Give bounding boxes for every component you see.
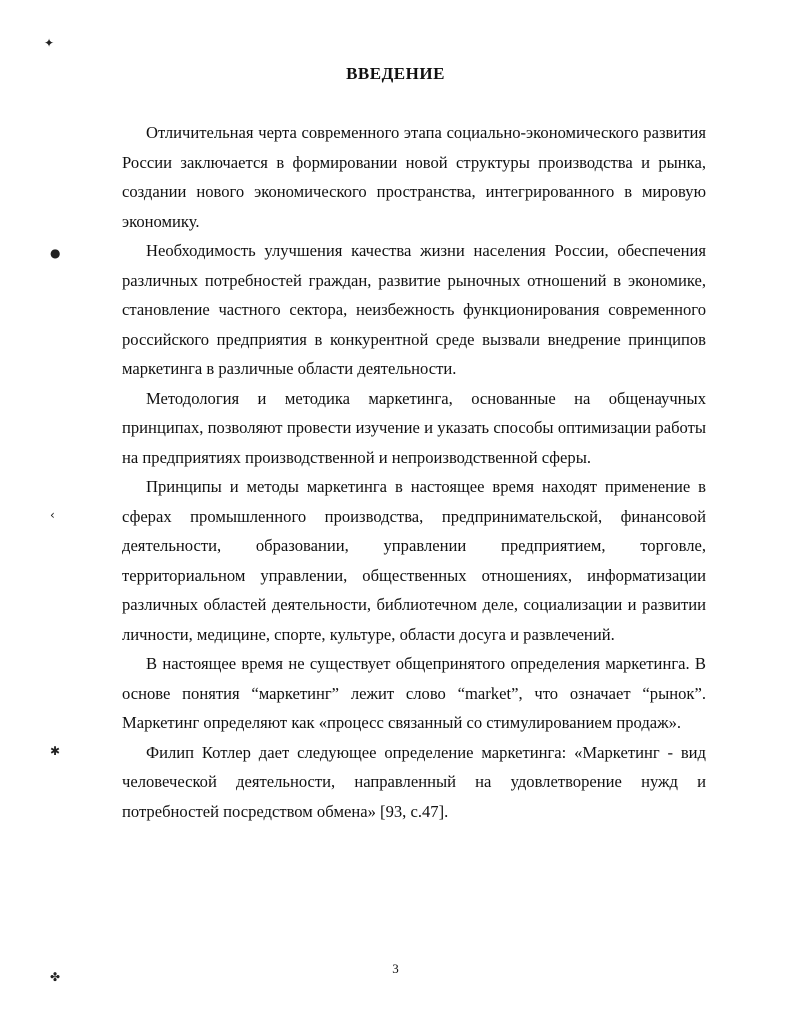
paragraph: В настоящее время не существует общепринятого определения маркетинга. В основе понятия “маркетинг” лежит слово “market”, что означает “рынок”. Маркетинг определяют как «процесс связанный со стимулированием продаж».: [122, 654, 706, 732]
scan-mark-icon: ✱: [50, 744, 61, 758]
scan-mark-icon: ‹: [50, 508, 55, 522]
page-title: ВВЕДЕНИЕ: [346, 64, 445, 83]
paragraph: Методология и методика маркетинга, основанные на общенаучных принципах, позволяют провести изучение и указать способы оптимизации работы на предприятиях производственной и непроизводственной сферы.: [122, 388, 706, 467]
body-text: [122, 118, 706, 826]
paragraph: Необходимость улучшения качества жизни населения России, обеспечения различных потребностей граждан, развитие рыночных отношений в экономике, становление частного сектора, неизбежность функционирования современного российского предприятия в конкурентной среде вызвали внедрение принципов маркетинга в различные области деятельности.: [122, 241, 706, 378]
page-number: 3: [392, 961, 399, 976]
scan-mark-icon: ●: [50, 246, 61, 260]
paragraph: Отличительная черта современного этапа социально-экономического развития России заключается в формировании новой структуры производства и рынка, создании нового экономического пространства, интегрированного в мировую экономику.: [122, 123, 706, 231]
scan-mark-icon: ✦: [44, 36, 55, 50]
scan-mark-icon: ✤: [50, 970, 61, 984]
paragraph: Принципы и методы маркетинга в настоящее время находят применение в сферах промышленного производства, предпринимательской, финансовой деятельности, образовании, управлении предприятием, торговле, территориальном управлении, общественных отношениях, информатизации различных областей деятельности, библиотечном деле, социализации и развитии личности, медицине, спорте, культуре, области досуга и развлечений.: [122, 477, 706, 644]
paragraph: Филип Котлер дает следующее определение маркетинга: «Маркетинг - вид человеческой деятельности, направленный на удовлетворение нужд и потребностей посредством обмена» [93, с.47].: [122, 742, 706, 821]
